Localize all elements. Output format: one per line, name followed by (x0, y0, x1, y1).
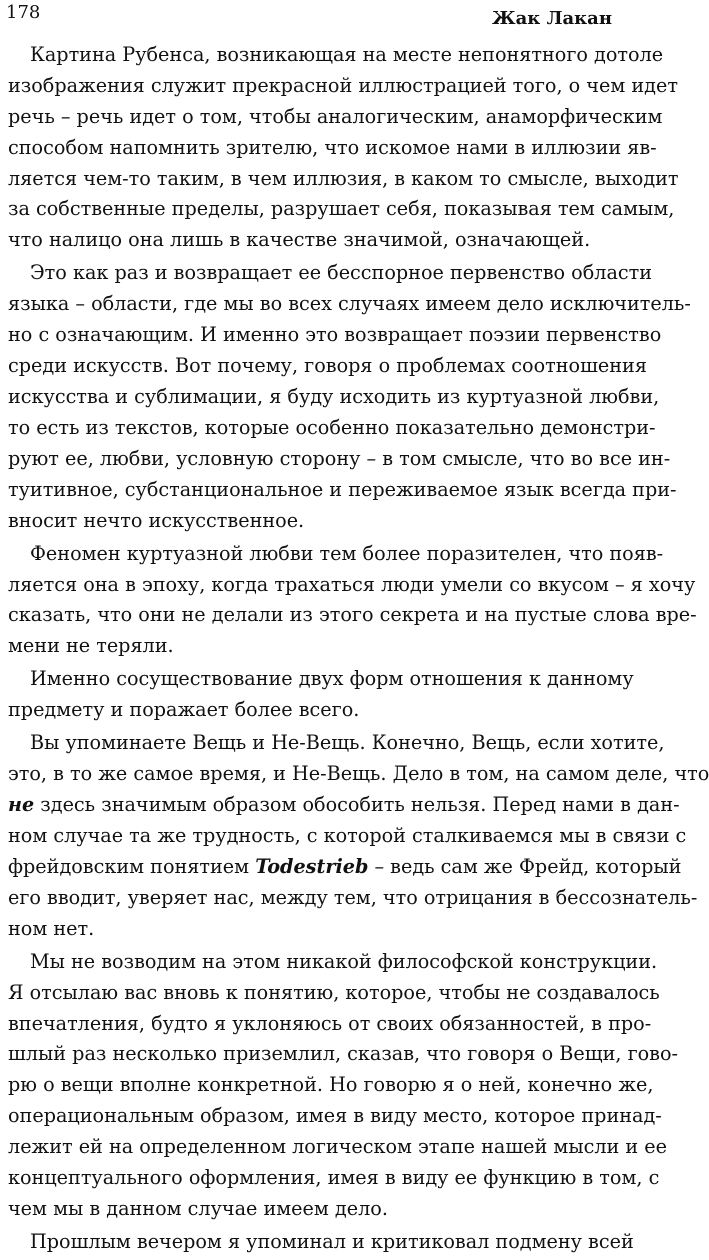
text-line: речь – речь идет о том, чтобы аналогическим, анаморфическим (8, 104, 663, 128)
text-line: Это как раз и возвращает ее бесспорное первенство области (30, 261, 653, 285)
text-line: сказать, что они не делали из этого секрета и на пустые слова вре- (8, 603, 697, 627)
text-line: операциональным образом, имея в виду место, которое принад- (8, 1104, 662, 1128)
emphasized-term: не (8, 793, 35, 817)
text-line: Именно сосуществование двух форм отношения к данному (30, 667, 634, 691)
text-line: среди искусств. Вот почему, говоря о проблемах соотношения (8, 354, 647, 378)
text-line: что налицо она лишь в качестве значимой, означающей. (8, 228, 591, 252)
text-line: Мы не возводим на этом никакой философской конструкции. (30, 949, 658, 973)
text-line: рю о вещи вполне конкретной. Но говорю я о ней, конечно же, (8, 1073, 654, 1097)
page-number: 178 (6, 2, 41, 23)
text-line: это, в то же самое время, и Не-Вещь. Дело в том, на самом деле, что (8, 762, 709, 786)
text-line: изображения служит прекрасной иллюстрацией того, о чем идет (8, 73, 678, 97)
text-line: искусства и сублимации, я буду исходить из куртуазной любви, (8, 384, 660, 408)
page-header (6, 0, 612, 34)
paragraph (8, 539, 697, 663)
paragraph (8, 947, 679, 1225)
text-line: мени не теряли. (8, 634, 174, 658)
text-line: ном случае та же трудность, с которой сталкиваемся мы в связи с (8, 824, 687, 848)
text-line: языка – области, где мы во всех случаях имеем дело исключитель- (8, 292, 691, 316)
emphasized-term: Todestrieb (255, 854, 369, 878)
text-line: ляется она в эпоху, когда трахаться люди умели со вкусом – я хочу (8, 572, 696, 596)
text-line: Вы упоминаете Вещь и Не-Вещь. Конечно, Вещь, если хотите, (30, 731, 665, 755)
text-line: Картина Рубенса, возникающая на месте непонятного дотоле (30, 43, 664, 66)
text-line: Феномен куртуазной любви тем более поразителен, что появ- (30, 541, 664, 565)
text-line: ном нет. (8, 916, 95, 940)
text-line: Прошлым вечером я упоминал и критиковал подмену всей (30, 1229, 634, 1253)
text-line: ляется чем-то таким, в чем иллюзия, в каком то смысле, выходит (8, 166, 679, 190)
paragraph (8, 40, 679, 256)
text-line: фрейдовским понятием Todestrieb – ведь сам же Фрейд, который (8, 854, 682, 878)
text-line: шлый раз несколько приземлил, сказав, что говоря о Вещи, гово- (8, 1042, 679, 1066)
body-text (8, 40, 709, 1260)
text-line: способом напомнить зрителю, что искомое нами в иллюзии яв- (8, 135, 657, 159)
text-line: но с означающим. И именно это возвращает поэзии первенство (8, 323, 662, 347)
text-line: чем мы в данном случае имеем дело. (8, 1196, 388, 1220)
running-head-author: Жак Лакан (492, 8, 612, 29)
text-line: то есть из текстов, которые особенно показательно демонстри- (8, 415, 656, 439)
text-line: концептуального оформления, имея в виду ее функцию в том, с (8, 1166, 660, 1189)
text-line: вносит нечто искусственное. (8, 508, 305, 532)
text-line: туитивное, субстанциональное и переживаемое язык всегда при- (8, 477, 677, 501)
text-line: его вводит, уверяет нас, между тем, что отрицания в бессознатель- (8, 885, 698, 909)
paragraph (8, 1227, 634, 1258)
paragraph (8, 258, 691, 536)
text-line: предмету и поражает более всего. (8, 698, 360, 722)
text-line: не здесь значимым образом обособить нельзя. Перед нами в дан- (8, 793, 680, 817)
text-line: Я отсылаю вас вновь к понятию, которое, чтобы не создавалось (8, 980, 660, 1004)
text-line: лежит ей на определенном логическом этапе нашей мысли и ее (8, 1135, 668, 1159)
text-line: за собственные пределы, разрушает себя, показывая тем самым, (8, 197, 675, 221)
text-line: руют ее, любви, условную сторону – в том смысле, что во все ин- (8, 446, 671, 470)
text-line: впечатления, будто я уклоняюсь от своих обязанностей, в про- (8, 1011, 652, 1035)
paragraph (8, 664, 634, 726)
paragraph (8, 728, 709, 944)
